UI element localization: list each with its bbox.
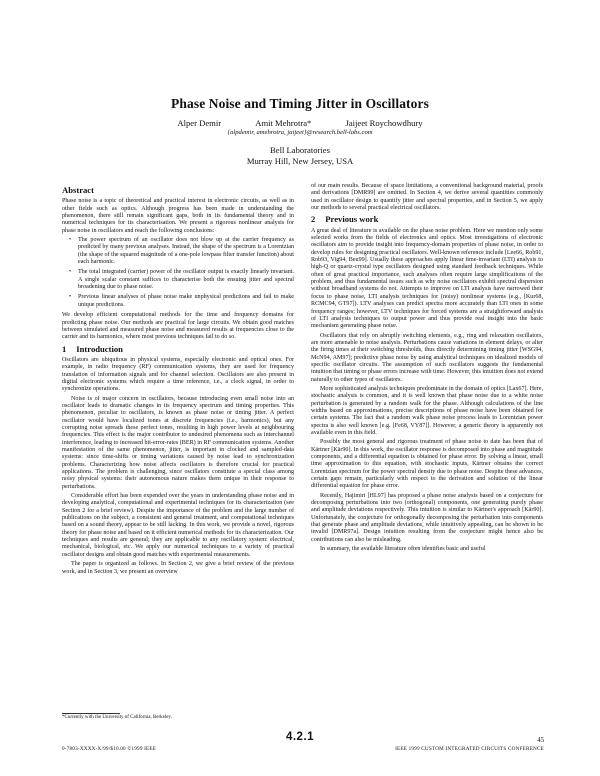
footnote: *Currently with the University of California, Berkeley. bbox=[62, 715, 172, 720]
footnote-divider bbox=[62, 713, 120, 714]
footer-conference: IEEE 1999 CUSTOM INTEGRATED CIRCUITS CONFERENCE bbox=[395, 746, 544, 752]
paragraph: of our main results. Because of space limitations, a conventional background material, proofs and derivations [DMR99] are omitted. In Section 4, we derive several quantities commonly used in oscillator design to quantify jitter and spectral properties, and in Section 5, we apply our methods to several practical electrical oscillators. bbox=[311, 183, 543, 212]
list-item: • The total integrated (carrier) power of the oscillator output is exactly linearly invariant. A single scalar constant suffices to characterise both the ensuing jitter and spectral broadening due to phase noise. bbox=[69, 269, 294, 291]
paper-title: Phase Noise and Timing Jitter in Oscillators bbox=[171, 96, 429, 111]
abstract-closing: We develop efficient computational methods for the time and frequency domains for predicting phase noise. Our methods are practical for large circuits. We obtain good matches between simulated and measured phase noise and measured results at frequencies close to the carrier and its harmonics, where most previous techniques fail to do so. bbox=[62, 312, 294, 341]
paragraph: Considerable effort has been expended over the years in understanding phase noise and in developing analytical, computational and experimental techniques for its characterization (see Section 2 for a brief review). Despite the importance of the problem and the large number of publications on the subject, a consistent and general treatment, and computational techniques based on a sound theory, appear to be still lacking. In this work, we provide a novel, rigorous theory for phase noise and based on it efficient numerical methods for its characterization. Our techniques and results are general; they are applicable to any oscillatory system: electrical, mechanical, biological, etc. We apply our numerical techniques to a variety of practical oscillator designs and obtain good matches with experimental measurements. bbox=[62, 493, 294, 558]
section-heading-previous-work: 2 Previous work bbox=[311, 214, 379, 225]
left-column bbox=[62, 183, 294, 576]
right-column bbox=[311, 183, 543, 554]
paragraph: In summary, the available literature often identifies basic and useful bbox=[320, 546, 486, 553]
paragraph: The paper is organized as follows. In Section 2, we give a brief review of the previous work, and in Section 3, we present an overview bbox=[62, 561, 294, 575]
bullet-icon: • bbox=[69, 294, 72, 301]
bullet-icon: • bbox=[69, 237, 72, 244]
section-number: 4.2.1 bbox=[285, 731, 315, 743]
abstract-bullets bbox=[62, 237, 294, 309]
author-name: Alper Demir bbox=[177, 118, 222, 128]
list-item: • Previous linear analyses of phase noise make unphysical predictions and fail to make unique predictions. bbox=[69, 294, 294, 308]
paragraph: A great deal of literature is available on the phase noise problem. Here we mention only some selected works from the fields of electronics and optics. Most investigations of electronic oscillators aim to provide insight into frequency-domain properties of phase noise, in order to develop rules for designing practical oscillators. Well-known reference include [Lee66, Rob91, Rob93, Vig94, Beu99]. Usually these approaches apply linear time-invariant (LTI) analysis to high-Q or quartz-crystal type oscillators designed using standard feedback techniques. While often of great practical importance, such analyses often require large simplifications of the problem, and thus fundamental issues such as why noise oscillators exhibit spectral dispersion without broadband systems do not. Attempts to improve on LTI analysis have narrowed their focus to phase noise, LTI analysis techniques for (noisy) nonlinear systems (e.g., [Kur68, RCMC94, GT97]). LTV analyses can predict spectra more accurately than LTI ones in some frequency ranges; however, LTV techniques for forced systems are a straightforward analysis of LTI analysis techniques to output power and thus provide real insight into the basic mechanism generating phase noise. bbox=[311, 227, 543, 330]
footer-copyright: 0-7803-XXXX-X/99/$10.00 ©1999 IEEE bbox=[62, 746, 157, 752]
bullet-icon: • bbox=[69, 269, 72, 276]
abstract-intro: Phase noise is a topic of theoretical and practical interest in electronic circuits, as well as in other fields such as optics. Although progress has been made in understanding the phenomenon, there still remain significant gaps, both in its fundamental theory and in numerical techniques for its characterisation. We present a rigorous nonlinear analysis for phase noise in oscillators and reach the following conclusions: bbox=[62, 198, 294, 234]
paragraph: Oscillators that rely on abruptly switching elements, e.g., ring and relaxation oscillators, are more amenable to noise analysis. Perturbations cause variations in element delays, or alter the firing times at their switching thresholds, thus directly determining timing jitter [WSG94, McN94, AM97]; predictive phase noise by using analytical techniques on idealized models of specific oscillator circuits. The assumption of such oscillators suggests the fundamental intuition that timing or phase errors increase with time. However, this intuition does not extend naturally to other types of oscillators. bbox=[311, 332, 543, 383]
paragraph: Oscillators are ubiquitous in physical systems, especially electronic and optical ones. For example, in radio frequency (RF) communication systems, they are used for frequency translation of information signals and for channel selection. Oscillators are also present in digital electronic systems which require a time reference, i.e., a clock signal, in order to synchronize operations. bbox=[62, 356, 294, 393]
paragraph: Noise is of major concern in oscillators, because introducing even small noise into an oscillator leads to dramatic changes in its frequency spectrum and timing properties. This phenomenon, peculiar to oscillators, is known as phase noise or timing jitter. A perfect oscillator would have localized tones at discrete frequencies (i.e., harmonics), but any corrupting noise spreads these perfect tones, resulting in high power levels at neighbouring frequencies. This effect is the major contributor to undesired phenomena such as interchannel interference, leading to increased bit-error-rates (BER) in RF communication systems. Another manifestation of the same phenomenon, jitter, is important in clocked and sampled-data systems: since time-shifts or timing variations caused by noise lead to synchronization problems. Characterizing how noise affects oscillators is therefore crucial for practical applications. The problem is challenging, since oscillators constitute a special class among noisy physical systems: their autonomous nature makes them unique in their response to perturbations. bbox=[62, 395, 294, 490]
paragraph: Recently, Hajimiri [HL97] has proposed a phase noise analysis based on a conjecture for decomposing perturbations into two (orthogonal) components, one generating purely phase and amplitude deviations respectively. This intuition is similar to Kärtner's approach [Kär90]. Unfortunately, the conjecture for orthogonally decomposing the perturbation into components that generate phase and amplitude deviations, while intuitively appealing, can be shown to be invalid [DMR97a]. Design intuition resulting from the conjecture might hence also be contributions can also be misleading. bbox=[311, 492, 543, 543]
author-emails: {alpdemir, amehrotra, jaijeet}@research.bell-labs.com bbox=[227, 129, 373, 136]
author-name: Jaijeet Roychowdhury bbox=[345, 118, 423, 128]
address: Murray Hill, New Jersey, USA bbox=[246, 156, 354, 166]
list-item: • The power spectrum of an oscillator does not blow up at the carrier frequency as predicted by many previous analyses. Instead, the shape of the spectrum is a Lorentzian (the shape of the squared magnitude of a one-pole lowpass filter transfer function) about each harmonic. bbox=[69, 237, 294, 266]
abstract-heading: Abstract bbox=[62, 185, 94, 195]
paragraph: More sophisticated analysis techniques predominate in the domain of optics [Lax67]. Here, stochastic analysis is common, and it is well known that phase noise due to a white noise perturbation is generated by a random walk for the phase. Although calculations of the line widths based on approximations, precise descriptions of phase noise have been obtained for certain systems. The fact that a random walk phase noise process leads to Lorentzian power spectra is also well known [e.g. [Fe68, VY87]]. However, a generic theory is apparently not available even in this field. bbox=[311, 385, 543, 436]
page-number: 45 bbox=[537, 737, 544, 744]
author-name: Amit Mehrotra* bbox=[255, 118, 312, 128]
section-heading-introduction: 1 Introduction bbox=[62, 343, 123, 354]
author-list bbox=[0, 118, 600, 128]
paragraph: Possibly the most general and rigorous treatment of phase noise to date has been that of Kärtner [Kär90]. In this work, the oscillator response is decomposed into phase and magnitude components, and a differential equation is obtained for phase error. By solving a linear, small time approximation to this equation, with stochastic inputs, Kärtner obtains the correct Lorentzian spectrum for the power spectral density due to phase noise. Despite these advances, certain gaps remain, particularly with respect to the derivation and solution of the linear differential equation for phase error. bbox=[311, 439, 543, 490]
affiliation: Bell Laboratories bbox=[270, 145, 330, 155]
